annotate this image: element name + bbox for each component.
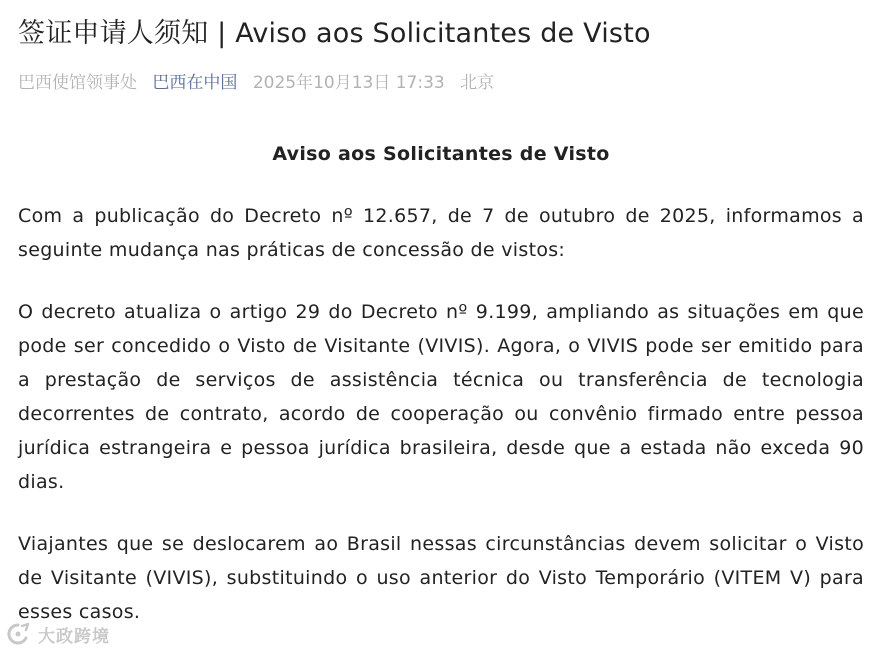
- content-heading: Aviso aos Solicitantes de Visto: [272, 143, 610, 165]
- article-meta: [18, 70, 504, 96]
- paragraph-decree-announcement: Com a publicação do Decreto nº 12.657, de 7 de outubro de 2025, informamos a seguinte mudança nas práticas de concessão de vistos:: [18, 205, 864, 261]
- paragraph-decree-details: O decreto atualiza o artigo 29 do Decreto nº 9.199, ampliando as situações em que pode ser concedido o Visto de Visitante (VIVIS). Agora, o VIVIS pode ser emitido para a prestação de serviços de assistência técnica ou transferência de tecnologia decorrentes de contrato, acordo de cooperação ou convênio firmado entre pessoa jurídica estrangeira e pessoa jurídica brasileira, desde que a estada não exceda 90 dias.: [18, 301, 864, 493]
- watermark-text: 大政跨境: [38, 626, 110, 647]
- article-title: 签证申请人须知 | Aviso aos Solicitantes de Visto: [18, 18, 651, 49]
- publish-datetime: 2025年10月13日 17:33: [252, 73, 445, 93]
- account-name-link[interactable]: 巴西在中国: [152, 73, 238, 93]
- image-watermark: [6, 620, 110, 648]
- paragraph-traveler-instructions: Viajantes que se deslocarem ao Brasil nessas circunstâncias devem solicitar o Visto de Visitante (VIVIS), substituindo o uso anterior do Visto Temporário (VITEM V) para esses casos.: [18, 533, 864, 623]
- publish-location: 北京: [460, 73, 495, 93]
- article-content: [18, 137, 864, 629]
- watermark-logo-icon: [6, 622, 32, 646]
- article-author: 巴西使馆领事处: [18, 73, 137, 93]
